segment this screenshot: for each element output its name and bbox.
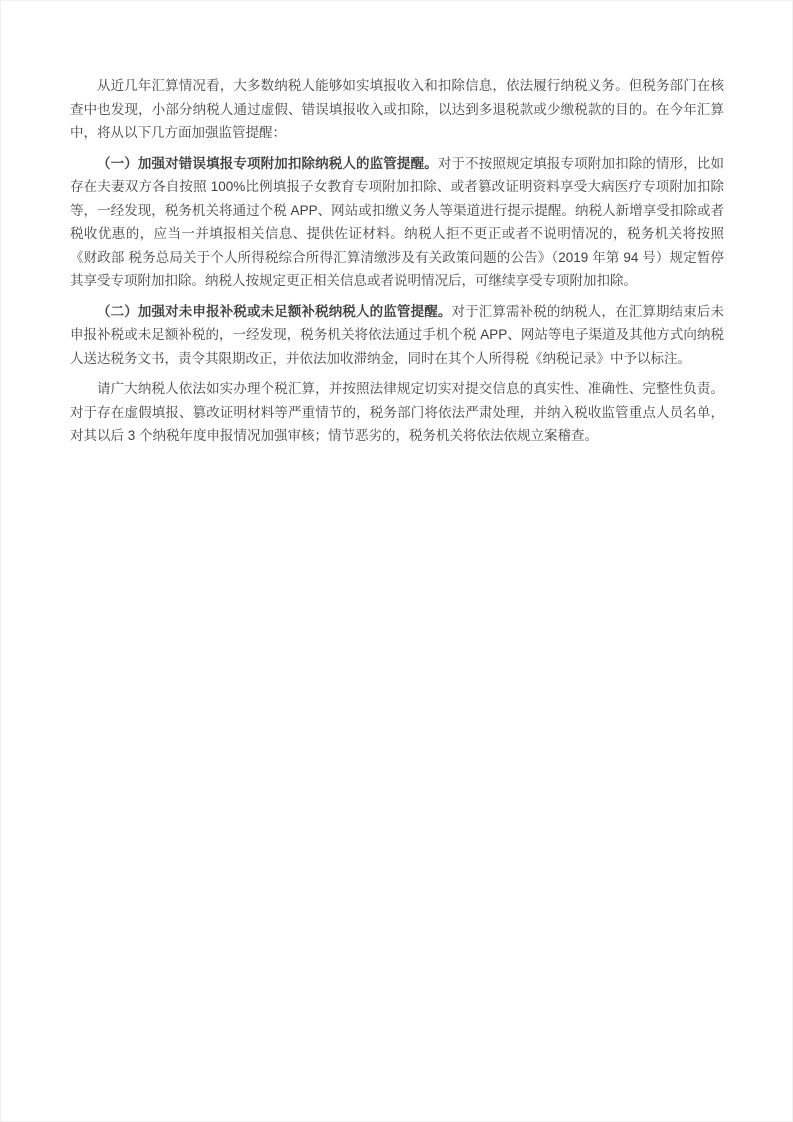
paragraph-text: 对于汇算需补税的纳税人，在汇算期结束后未申报补税或未足额补税的，一经发现，税务机关将依法通过手机个税 APP、网站等电子渠道及其他方式向纳税人送达税务文书，责令其限期改正，并依法加收滞纳金，同时在其个人所得税《纳税记录》中予以标注。: [70, 303, 725, 366]
paragraph-lead: （二）加强对未申报补税或未足额补税纳税人的监管提醒。: [97, 303, 452, 319]
paragraph: [70, 74, 724, 145]
document-content: [70, 74, 724, 455]
paragraph-lead: （一）加强对错误填报专项附加扣除纳税人的监管提醒。: [97, 155, 438, 171]
paragraph: [70, 152, 724, 293]
paragraph-text: 从近几年汇算情况看，大多数纳税人能够如实填报收入和扣除信息，依法履行纳税义务。但税务部门在核查中也发现，小部分纳税人通过虚假、错误填报收入或扣除，以达到多退税款或少缴税款的目的。在今年汇算中，将从以下几方面加强监管提醒：: [70, 78, 724, 140]
paragraph-text: 对于不按照规定填报专项附加扣除的情形，比如存在夫妻双方各自按照 100%比例填报子女教育专项附加扣除、或者篡改证明资料享受大病医疗专项附加扣除等，一经发现，税务机关将通过个税 APP、网站或扣缴义务人等渠道进行提示提醒。纳税人新增享受扣除或者税收优惠的，应当一并填报相关信息、提供佐证材料。纳税人拒不更正或者不说明情况的，税务机关将按照《财政部 税务总局关于个人所得税综合所得汇算清缴涉及有关政策问题的公告》（2019 年第 94 号）规定暂停其享受专项附加扣除。纳税人按规定更正相关信息或者说明情况后，可继续享受专项附加扣除。: [70, 155, 725, 288]
paragraph-text: 请广大纳税人依法如实办理个税汇算，并按照法律规定切实对提交信息的真实性、准确性、完整性负责。对于存在虚假填报、篡改证明材料等严重情节的，税务部门将依法严肃处理，并纳入税收监管重点人员名单，对其以后 3 个纳税年度申报情况加强审核；情节恶劣的，税务机关将依法依规立案稽查。: [70, 381, 724, 443]
paragraph: [70, 300, 724, 371]
paragraph: [70, 377, 724, 448]
